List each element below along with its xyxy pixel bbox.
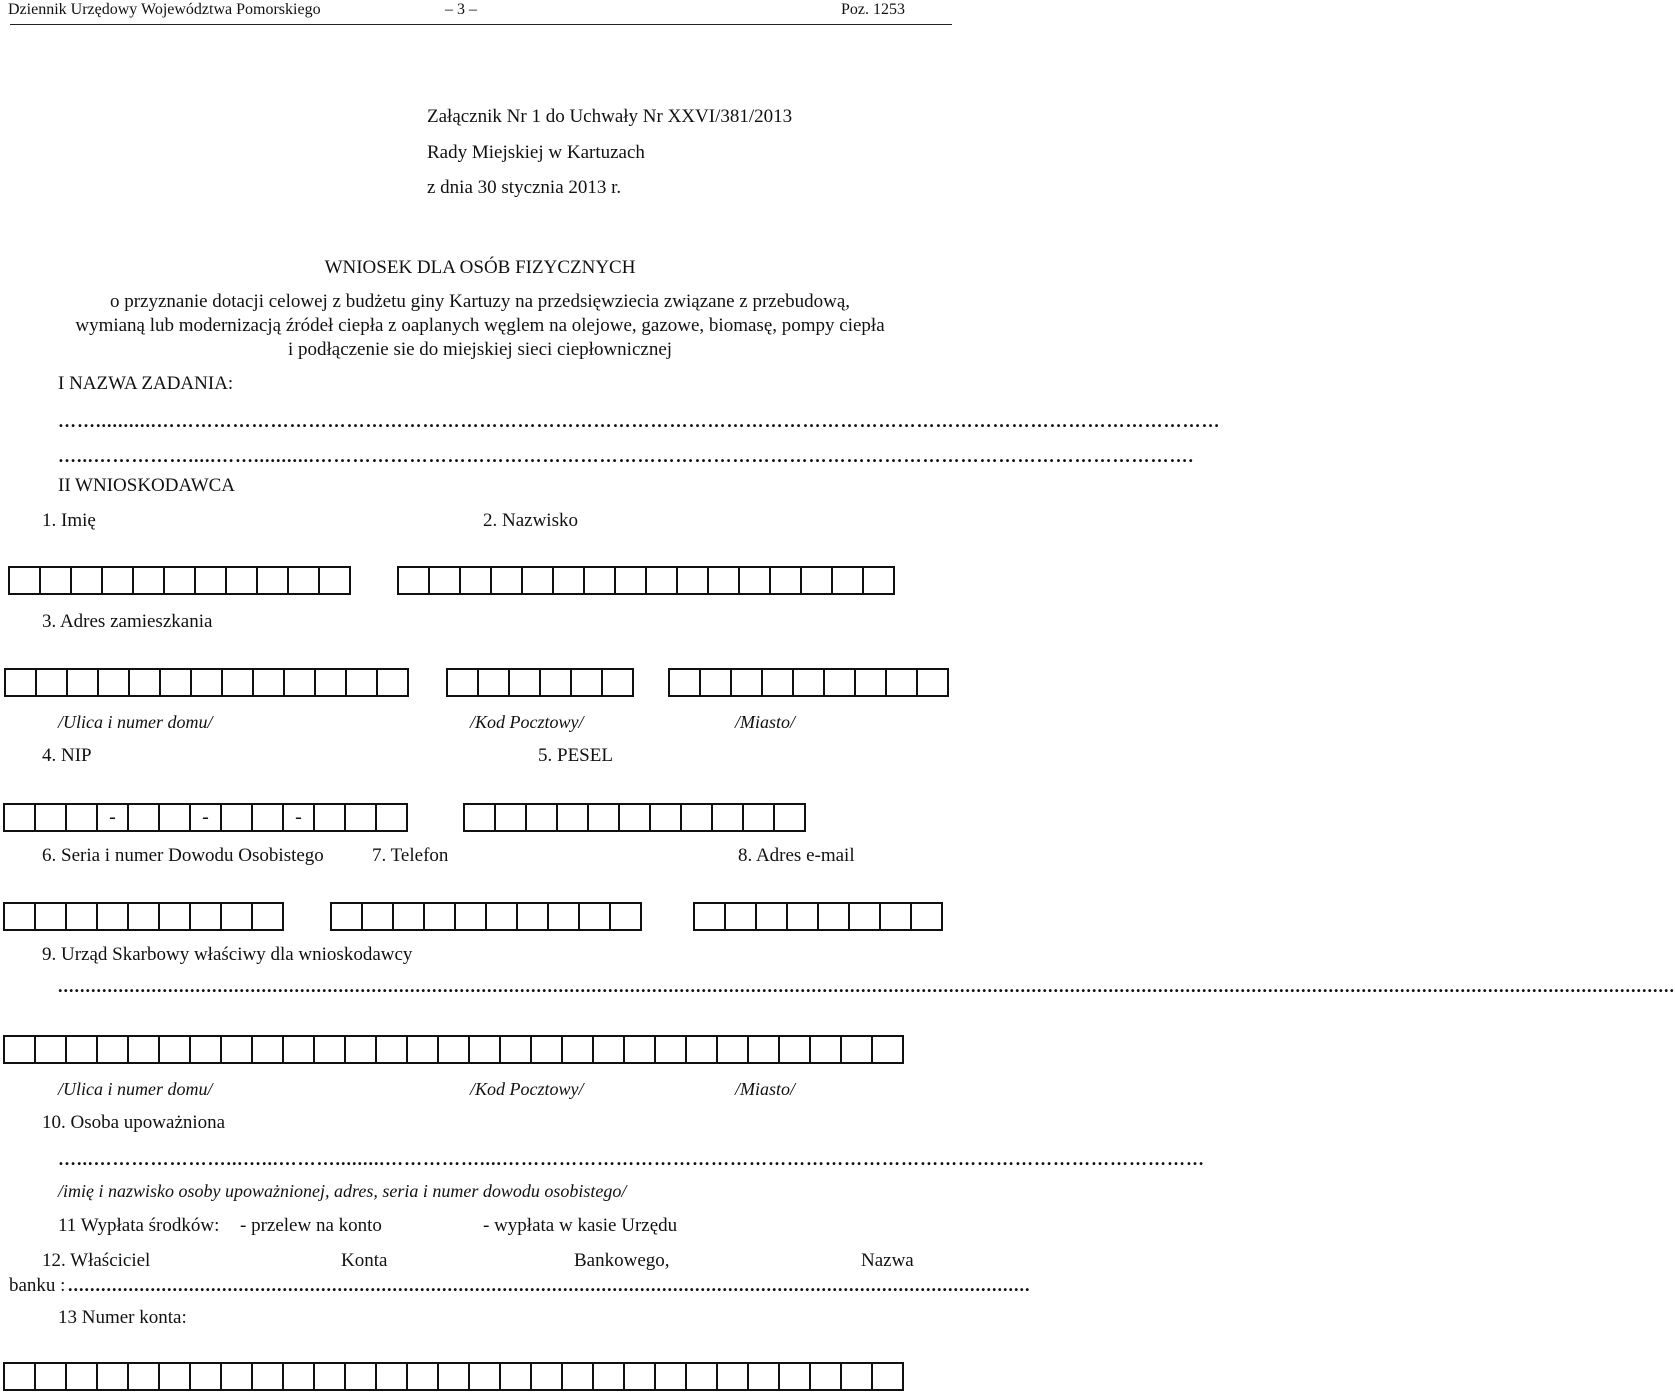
- char-box[interactable]: [96, 1035, 129, 1064]
- section-applicant-heading: II WNIOSKODAWCA: [58, 475, 236, 496]
- char-box[interactable]: [252, 668, 285, 697]
- address-label: 3. Adres zamieszkania: [42, 611, 213, 632]
- char-box[interactable]: [344, 1362, 377, 1391]
- first-name-boxes[interactable]: [8, 566, 349, 595]
- char-box[interactable]: [34, 1035, 67, 1064]
- char-box[interactable]: [468, 1035, 501, 1064]
- char-box[interactable]: [645, 566, 678, 595]
- char-box[interactable]: [158, 902, 191, 931]
- char-box[interactable]: [70, 566, 103, 595]
- char-box[interactable]: [220, 902, 253, 931]
- char-box[interactable]: [251, 1035, 284, 1064]
- char-box[interactable]: [547, 902, 580, 931]
- payout-option-transfer[interactable]: - przelew na konto: [240, 1215, 382, 1236]
- bank-name-line[interactable]: ...............................................................................................................................................................................: [68, 1275, 1031, 1295]
- char-box[interactable]: [823, 668, 856, 697]
- last-name-label: 2. Nazwisko: [483, 510, 578, 531]
- char-box[interactable]: [587, 803, 620, 832]
- char-box[interactable]: [499, 1035, 532, 1064]
- char-box[interactable]: [854, 668, 887, 697]
- char-box[interactable]: [65, 803, 98, 832]
- char-box[interactable]: [871, 1035, 904, 1064]
- char-box[interactable]: [158, 803, 191, 832]
- char-box[interactable]: [685, 1035, 718, 1064]
- account-owner-label-2: Konta: [341, 1250, 388, 1271]
- char-box[interactable]: [699, 668, 732, 697]
- nip-dash: -: [189, 803, 222, 832]
- char-box[interactable]: [189, 1035, 222, 1064]
- form-title: WNIOSEK DLA OSÓB FIZYCZNYCH: [324, 257, 636, 278]
- char-box[interactable]: [65, 1362, 98, 1391]
- char-box[interactable]: [406, 1362, 439, 1391]
- email-label: 8. Adres e-mail: [738, 845, 855, 866]
- char-box[interactable]: [375, 803, 408, 832]
- account-number-label: 13 Numer konta:: [58, 1307, 187, 1328]
- char-box[interactable]: [159, 668, 192, 697]
- char-box[interactable]: [283, 668, 316, 697]
- char-box[interactable]: [65, 902, 98, 931]
- char-box[interactable]: [225, 566, 258, 595]
- tax-office-boxes[interactable]: [3, 1035, 902, 1064]
- char-box[interactable]: [194, 566, 227, 595]
- postal-code-boxes[interactable]: [446, 668, 632, 697]
- char-box[interactable]: [530, 1362, 563, 1391]
- char-box[interactable]: [614, 566, 647, 595]
- nip-label: 4. NIP: [42, 745, 92, 766]
- char-box[interactable]: [800, 566, 833, 595]
- char-box[interactable]: [654, 1035, 687, 1064]
- char-box[interactable]: [871, 1362, 904, 1391]
- char-box[interactable]: [809, 1362, 842, 1391]
- char-box[interactable]: [530, 1035, 563, 1064]
- char-box[interactable]: [423, 902, 456, 931]
- authorized-person-line[interactable]: …...…………………...…...……….........……………....…………………………………………………………………………………………………: [58, 1149, 1205, 1169]
- char-box[interactable]: [623, 1362, 656, 1391]
- pesel-boxes[interactable]: [463, 803, 804, 832]
- char-box[interactable]: [3, 803, 36, 832]
- char-box[interactable]: [463, 803, 496, 832]
- id-card-label: 6. Seria i numer Dowodu Osobistego: [42, 845, 324, 866]
- char-box[interactable]: [676, 566, 709, 595]
- char-box[interactable]: [556, 803, 589, 832]
- char-box[interactable]: [313, 1362, 346, 1391]
- char-box[interactable]: [163, 566, 196, 595]
- char-box[interactable]: [127, 1362, 160, 1391]
- char-box[interactable]: [761, 668, 794, 697]
- email-boxes[interactable]: [693, 902, 941, 931]
- char-box[interactable]: [313, 803, 346, 832]
- char-box[interactable]: [251, 803, 284, 832]
- tax-office-label: 9. Urząd Skarbowy właściwy dla wnioskodawcy: [42, 944, 413, 965]
- city-caption: /Miasto/: [735, 712, 796, 732]
- street-caption-2: /Ulica i numer domu/: [58, 1079, 213, 1099]
- char-box[interactable]: [101, 566, 134, 595]
- char-box[interactable]: [578, 902, 611, 931]
- char-box[interactable]: [693, 902, 726, 931]
- account-owner-label-4: Nazwa: [861, 1250, 914, 1271]
- char-box[interactable]: [34, 803, 67, 832]
- char-box[interactable]: [446, 668, 479, 697]
- char-box[interactable]: [499, 1362, 532, 1391]
- char-box[interactable]: [282, 1362, 315, 1391]
- first-name-label: 1. Imię: [42, 510, 96, 531]
- char-box[interactable]: [618, 803, 651, 832]
- char-box[interactable]: [508, 668, 541, 697]
- char-box[interactable]: [97, 668, 130, 697]
- char-box[interactable]: [916, 668, 949, 697]
- attachment-line-1: Załącznik Nr 1 do Uchwały Nr XXVI/381/2013: [427, 106, 793, 127]
- authorized-person-hint: /imię i nazwisko osoby upoważnionej, adres, seria i numer dowodu osobistego/: [58, 1181, 627, 1201]
- task-name-line-2[interactable]: …...…………….....……...........………………………………………………………………………………………………………………………….: [58, 446, 1194, 466]
- char-box[interactable]: [287, 566, 320, 595]
- attachment-line-3: z dnia 30 stycznia 2013 r.: [427, 177, 622, 198]
- char-box[interactable]: [516, 902, 549, 931]
- payout-option-cash[interactable]: - wypłata w kasie Urzędu: [483, 1215, 678, 1236]
- char-box[interactable]: [330, 902, 363, 931]
- char-box[interactable]: [375, 1035, 408, 1064]
- task-name-line-1[interactable]: ……...........……………………………………………………………………………………………………………………………………………………: [58, 411, 1221, 431]
- form-subtitle-2: wymianą lub modernizacją źródeł ciepła z oaplanych węglem na olejowe, gazowe, biomasę, pompy ciepła: [75, 315, 885, 336]
- char-box[interactable]: [221, 668, 254, 697]
- form-subtitle-1: o przyznanie dotacji celowej z budżetu giny Kartuzy na przedsięwziecia związane z przebudową,: [109, 291, 851, 312]
- char-box[interactable]: [769, 566, 802, 595]
- attachment-line-2: Rady Miejskiej w Kartuzach: [427, 142, 645, 163]
- char-box[interactable]: [65, 1035, 98, 1064]
- char-box[interactable]: [707, 566, 740, 595]
- char-box[interactable]: [313, 1035, 346, 1064]
- char-box[interactable]: [158, 1035, 191, 1064]
- char-box[interactable]: [609, 902, 642, 931]
- char-box[interactable]: [724, 902, 757, 931]
- char-box[interactable]: [282, 1035, 315, 1064]
- char-box[interactable]: [132, 566, 165, 595]
- char-box[interactable]: [773, 803, 806, 832]
- char-box[interactable]: [840, 1035, 873, 1064]
- char-box[interactable]: [862, 566, 895, 595]
- char-box[interactable]: [468, 1362, 501, 1391]
- char-box[interactable]: [96, 1362, 129, 1391]
- account-number-boxes[interactable]: [3, 1362, 902, 1391]
- char-box[interactable]: [127, 902, 160, 931]
- char-box[interactable]: [406, 1035, 439, 1064]
- char-box[interactable]: [220, 1362, 253, 1391]
- id-card-boxes[interactable]: [3, 902, 282, 931]
- char-box[interactable]: [361, 902, 394, 931]
- header-rule: [10, 24, 952, 25]
- char-box[interactable]: [34, 1362, 67, 1391]
- char-box[interactable]: [190, 668, 223, 697]
- char-box[interactable]: [314, 668, 347, 697]
- char-box[interactable]: [189, 1362, 222, 1391]
- char-box[interactable]: [220, 803, 253, 832]
- char-box[interactable]: [552, 566, 585, 595]
- char-box[interactable]: [4, 668, 37, 697]
- char-box[interactable]: [392, 902, 425, 931]
- char-box[interactable]: [345, 668, 378, 697]
- char-box[interactable]: [454, 902, 487, 931]
- nip-dash: -: [282, 803, 315, 832]
- char-box[interactable]: [831, 566, 864, 595]
- char-box[interactable]: [649, 803, 682, 832]
- char-box[interactable]: [786, 902, 819, 931]
- page-number: – 3 –: [445, 1, 477, 18]
- char-box[interactable]: [623, 1035, 656, 1064]
- account-owner-label-3: Bankowego,: [574, 1250, 670, 1271]
- char-box[interactable]: [397, 566, 430, 595]
- char-box[interactable]: [251, 902, 284, 931]
- postal-caption-2: /Kod Pocztowy/: [470, 1079, 584, 1099]
- char-box[interactable]: [318, 566, 351, 595]
- char-box[interactable]: [127, 1035, 160, 1064]
- city-caption-2: /Miasto/: [735, 1079, 796, 1099]
- phone-boxes[interactable]: [330, 902, 640, 931]
- char-box[interactable]: [127, 803, 160, 832]
- char-box[interactable]: [485, 902, 518, 931]
- payout-label: 11 Wypłata środków:: [58, 1215, 220, 1236]
- char-box[interactable]: [3, 1362, 36, 1391]
- char-box[interactable]: [34, 902, 67, 931]
- char-box[interactable]: [3, 1035, 36, 1064]
- char-box[interactable]: [778, 1362, 811, 1391]
- char-box[interactable]: [668, 668, 701, 697]
- char-box[interactable]: [747, 1035, 780, 1064]
- char-box[interactable]: [685, 1362, 718, 1391]
- char-box[interactable]: [494, 803, 527, 832]
- char-box[interactable]: [561, 1035, 594, 1064]
- char-box[interactable]: [375, 1362, 408, 1391]
- char-box[interactable]: [570, 668, 603, 697]
- char-box[interactable]: [730, 668, 763, 697]
- city-boxes[interactable]: [668, 668, 947, 697]
- char-box[interactable]: [376, 668, 409, 697]
- char-box[interactable]: [885, 668, 918, 697]
- journal-title: Dziennik Urzędowy Województwa Pomorskiego: [8, 1, 321, 18]
- char-box[interactable]: [477, 668, 510, 697]
- char-box[interactable]: [561, 1362, 594, 1391]
- postal-caption: /Kod Pocztowy/: [470, 712, 584, 732]
- phone-label: 7. Telefon: [372, 845, 449, 866]
- char-box[interactable]: [778, 1035, 811, 1064]
- char-box[interactable]: [158, 1362, 191, 1391]
- section-task-heading: I NAZWA ZADANIA:: [58, 373, 234, 394]
- char-box[interactable]: [344, 1035, 377, 1064]
- char-box[interactable]: [601, 668, 634, 697]
- nip-boxes[interactable]: [3, 803, 406, 832]
- char-box[interactable]: [437, 1362, 470, 1391]
- char-box[interactable]: [716, 1035, 749, 1064]
- char-box[interactable]: [910, 902, 943, 931]
- char-box[interactable]: [817, 902, 850, 931]
- char-box[interactable]: [879, 902, 912, 931]
- street-caption: /Ulica i numer domu/: [58, 712, 213, 732]
- street-boxes[interactable]: [4, 668, 407, 697]
- position-number: Poz. 1253: [841, 1, 905, 18]
- tax-office-line[interactable]: ......................................................................................................................................................................................................................................................................................................: [58, 976, 1675, 996]
- char-box[interactable]: [792, 668, 825, 697]
- char-box[interactable]: [525, 803, 558, 832]
- char-box[interactable]: [848, 902, 881, 931]
- char-box[interactable]: [654, 1362, 687, 1391]
- bank-name-label: banku :: [9, 1275, 66, 1296]
- char-box[interactable]: [521, 566, 554, 595]
- char-box[interactable]: [840, 1362, 873, 1391]
- char-box[interactable]: [738, 566, 771, 595]
- char-box[interactable]: [711, 803, 744, 832]
- char-box[interactable]: [755, 902, 788, 931]
- char-box[interactable]: [66, 668, 99, 697]
- char-box[interactable]: [583, 566, 616, 595]
- char-box[interactable]: [437, 1035, 470, 1064]
- char-box[interactable]: [742, 803, 775, 832]
- char-box[interactable]: [716, 1362, 749, 1391]
- char-box[interactable]: [8, 566, 41, 595]
- char-box[interactable]: [459, 566, 492, 595]
- char-box[interactable]: [428, 566, 461, 595]
- char-box[interactable]: [96, 902, 129, 931]
- char-box[interactable]: [35, 668, 68, 697]
- char-box[interactable]: [251, 1362, 284, 1391]
- char-box[interactable]: [220, 1035, 253, 1064]
- char-box[interactable]: [747, 1362, 780, 1391]
- pesel-label: 5. PESEL: [538, 745, 613, 766]
- account-owner-label-1: 12. Właściciel: [42, 1250, 151, 1271]
- char-box[interactable]: [256, 566, 289, 595]
- char-box[interactable]: [189, 902, 222, 931]
- char-box[interactable]: [128, 668, 161, 697]
- char-box[interactable]: [3, 902, 36, 931]
- char-box[interactable]: [809, 1035, 842, 1064]
- last-name-boxes[interactable]: [397, 566, 893, 595]
- char-box[interactable]: [39, 566, 72, 595]
- char-box[interactable]: [539, 668, 572, 697]
- form-subtitle-3: i podłączenie sie do miejskiej sieci ciepłownicznej: [287, 339, 673, 360]
- char-box[interactable]: [592, 1362, 625, 1391]
- nip-dash: -: [96, 803, 129, 832]
- char-box[interactable]: [680, 803, 713, 832]
- char-box[interactable]: [592, 1035, 625, 1064]
- char-box[interactable]: [490, 566, 523, 595]
- authorized-person-label: 10. Osoba upoważniona: [42, 1112, 226, 1133]
- char-box[interactable]: [344, 803, 377, 832]
